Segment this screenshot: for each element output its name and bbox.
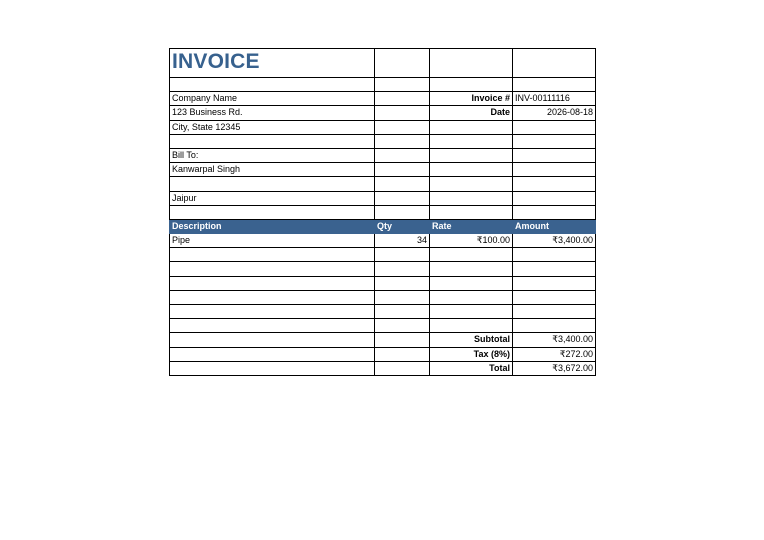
invoice-title: INVOICE (172, 49, 260, 73)
bill-to-label[interactable]: Bill To: (170, 148, 375, 162)
cell[interactable] (513, 262, 596, 276)
cell[interactable] (513, 290, 596, 304)
bill-to-row (170, 148, 596, 162)
cell[interactable] (375, 163, 430, 177)
cell[interactable] (513, 205, 596, 219)
cell[interactable] (375, 106, 430, 120)
cell[interactable] (375, 120, 430, 134)
cell[interactable] (430, 205, 513, 219)
cell[interactable] (375, 262, 430, 276)
cell[interactable] (375, 276, 430, 290)
cell[interactable] (513, 134, 596, 148)
cell[interactable] (513, 276, 596, 290)
column-header-qty[interactable]: Qty (375, 219, 430, 233)
cell[interactable] (170, 248, 375, 262)
cell[interactable] (375, 191, 430, 205)
invoice-number[interactable]: INV-00111116 (513, 92, 596, 106)
subtotal-row (170, 333, 596, 347)
cell[interactable] (430, 276, 513, 290)
cell[interactable] (430, 305, 513, 319)
table-row (170, 319, 596, 333)
cell[interactable] (170, 361, 375, 375)
title-row (170, 49, 596, 78)
cell[interactable] (375, 134, 430, 148)
items-header-row (170, 219, 596, 233)
subtotal-value[interactable]: ₹3,400.00 (513, 333, 596, 347)
cell[interactable] (513, 305, 596, 319)
blank-row (170, 205, 596, 219)
bill-to-city[interactable]: Jaipur (170, 191, 375, 205)
column-header-rate[interactable]: Rate (430, 219, 513, 233)
column-header-description[interactable]: Description (170, 219, 375, 233)
cell[interactable] (430, 163, 513, 177)
cell[interactable] (430, 148, 513, 162)
table-row (170, 276, 596, 290)
cell[interactable] (513, 78, 596, 92)
invoice-title-cell[interactable] (170, 49, 375, 78)
cell[interactable] (375, 49, 430, 78)
table-row (170, 234, 596, 248)
company-row (170, 92, 596, 106)
cell[interactable] (430, 191, 513, 205)
blank-row (170, 177, 596, 191)
tax-label[interactable]: Tax (8%) (430, 347, 513, 361)
cell[interactable] (375, 290, 430, 304)
table-row (170, 262, 596, 276)
cell[interactable] (170, 134, 375, 148)
cell[interactable] (170, 333, 375, 347)
cell[interactable] (170, 305, 375, 319)
cell[interactable] (375, 205, 430, 219)
date-label[interactable]: Date (430, 106, 513, 120)
tax-value[interactable]: ₹272.00 (513, 347, 596, 361)
cell[interactable] (513, 120, 596, 134)
cell[interactable] (375, 333, 430, 347)
cell[interactable] (170, 319, 375, 333)
cell[interactable] (430, 319, 513, 333)
company-name[interactable]: Company Name (170, 92, 375, 106)
cell[interactable] (513, 191, 596, 205)
cell[interactable] (170, 290, 375, 304)
bill-to-name[interactable]: Kanwarpal Singh (170, 163, 375, 177)
address-row (170, 106, 596, 120)
item-amount[interactable]: ₹3,400.00 (513, 234, 596, 248)
cell[interactable] (513, 177, 596, 191)
cell[interactable] (430, 248, 513, 262)
invoice-number-label[interactable]: Invoice # (430, 92, 513, 106)
cell[interactable] (375, 248, 430, 262)
cell[interactable] (430, 49, 513, 78)
cell[interactable] (170, 347, 375, 361)
cell[interactable] (170, 262, 375, 276)
subtotal-label[interactable]: Subtotal (430, 333, 513, 347)
invoice-table (169, 48, 596, 376)
tax-row (170, 347, 596, 361)
bill-to-name-row (170, 163, 596, 177)
cell[interactable] (375, 92, 430, 106)
invoice-date[interactable]: 2026-08-18 (513, 106, 596, 120)
table-row (170, 290, 596, 304)
company-city[interactable]: City, State 12345 (170, 120, 375, 134)
cell[interactable] (513, 248, 596, 262)
company-address[interactable]: 123 Business Rd. (170, 106, 375, 120)
table-row (170, 305, 596, 319)
cell[interactable] (375, 347, 430, 361)
cell[interactable] (375, 78, 430, 92)
cell[interactable] (430, 290, 513, 304)
cell[interactable] (513, 49, 596, 78)
cell[interactable] (375, 319, 430, 333)
city-row (170, 120, 596, 134)
cell[interactable] (513, 148, 596, 162)
cell[interactable] (430, 120, 513, 134)
cell[interactable] (513, 163, 596, 177)
cell[interactable] (375, 177, 430, 191)
table-row (170, 248, 596, 262)
cell[interactable] (170, 177, 375, 191)
cell[interactable] (430, 134, 513, 148)
cell[interactable] (430, 262, 513, 276)
invoice-sheet (169, 48, 595, 376)
cell[interactable] (375, 148, 430, 162)
bill-to-city-row (170, 191, 596, 205)
item-qty[interactable]: 34 (375, 234, 430, 248)
cell[interactable] (430, 78, 513, 92)
cell[interactable] (513, 319, 596, 333)
cell[interactable] (375, 305, 430, 319)
cell[interactable] (170, 276, 375, 290)
blank-row (170, 134, 596, 148)
total-row (170, 361, 596, 375)
total-value[interactable]: ₹3,672.00 (513, 361, 596, 375)
item-rate[interactable]: ₹100.00 (430, 234, 513, 248)
cell[interactable] (375, 361, 430, 375)
blank-row (170, 78, 596, 92)
cell[interactable] (170, 78, 375, 92)
item-description[interactable]: Pipe (170, 234, 375, 248)
cell[interactable] (170, 205, 375, 219)
total-label[interactable]: Total (430, 361, 513, 375)
cell[interactable] (430, 177, 513, 191)
column-header-amount[interactable]: Amount (513, 219, 596, 233)
